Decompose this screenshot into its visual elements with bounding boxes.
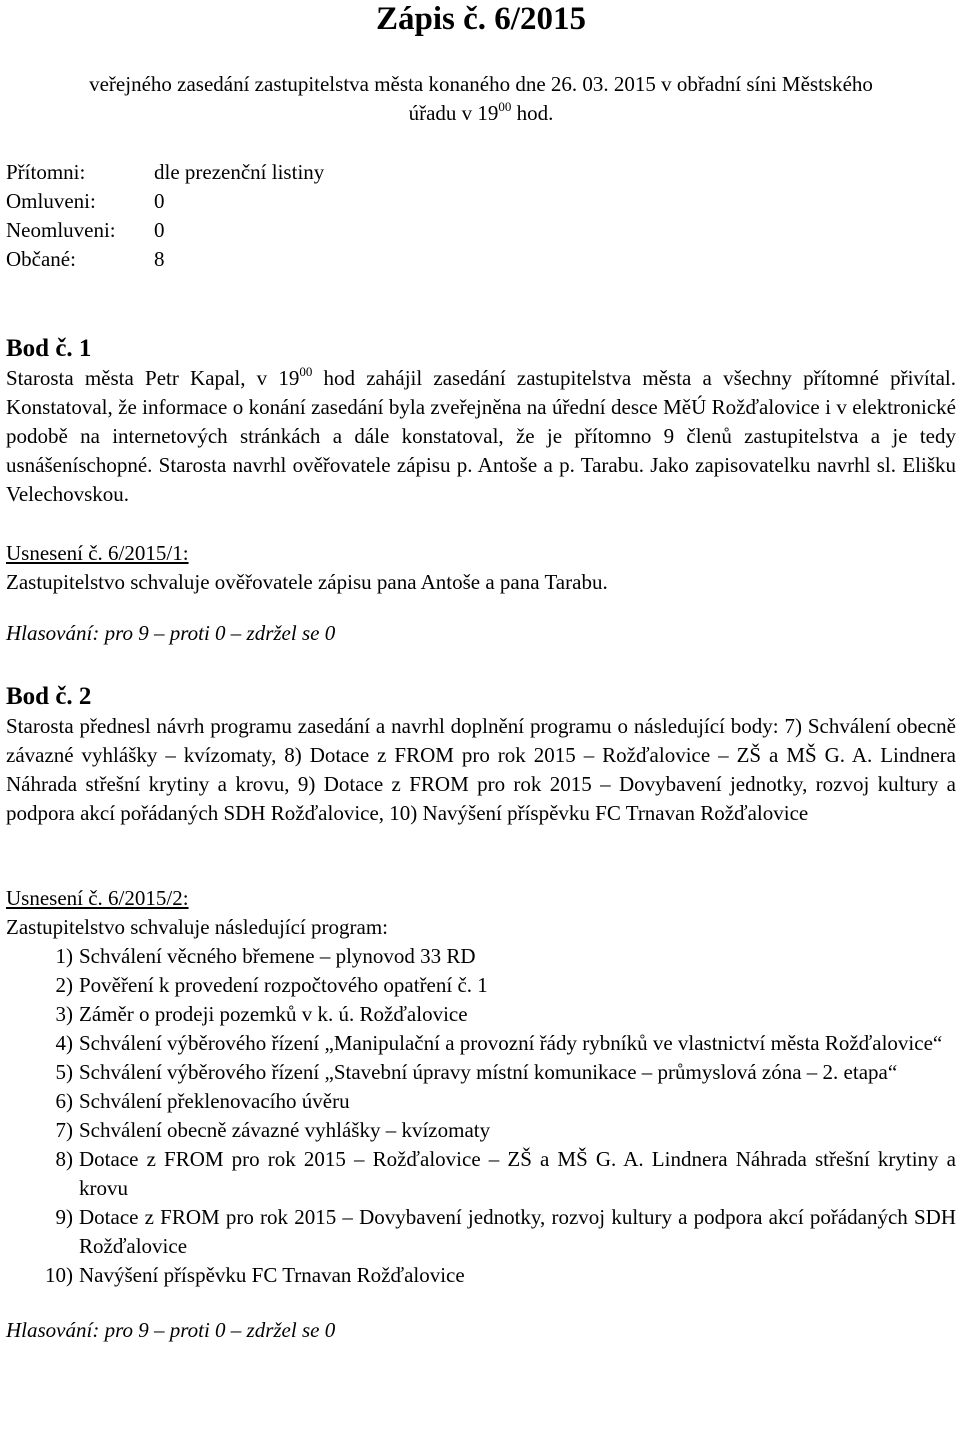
- document-title: Zápis č. 6/2015: [376, 1, 586, 37]
- attendance-label: Neomluveni:: [6, 218, 116, 242]
- program-list: [6, 942, 956, 1290]
- list-item: [6, 1029, 956, 1058]
- list-item-number: 10): [45, 1263, 73, 1287]
- bod-2-heading: Bod č. 2: [6, 683, 92, 710]
- attendance-label: Omluveni:: [6, 189, 96, 213]
- list-item-number: 5): [55, 1060, 73, 1084]
- list-item-number: 2): [55, 973, 73, 997]
- list-item: [6, 1261, 956, 1290]
- document-subtitle: [6, 70, 956, 128]
- usneseni-1-vote: Hlasování: pro 9 – proti 0 – zdržel se 0: [6, 621, 336, 645]
- list-item-number: 4): [55, 1031, 73, 1055]
- bod-2-text: Starosta přednesl návrh programu zasedání a navrhl doplnění programu o následující body: 7) Schválení obecně závazné vyhlášky – kvízomaty, 8) Dotace z FROM pro rok 2015 – Rožďalovice – ZŠ a MŠ G. A. Lindnera Náhrada střešní krytiny a krovu, 9) Dotace z FROM pro rok 2015 – Dovybavení jednotky, rozvoj kultury a podpora akcí pořádaných SDH Rožďalovice, 10) Navýšení příspěvku FC Trnavan Rožďalovice: [6, 714, 956, 825]
- list-item-text: Dotace z FROM pro rok 2015 – Rožďalovice – ZŠ a MŠ G. A. Lindnera Náhrada střešní krytiny a krovu: [79, 1147, 956, 1200]
- attendance-label: Přítomni:: [6, 160, 86, 184]
- bod-1-text-rest: hod zahájil zasedání zastupitelstva města a všechny přítomné přivítal. Konstatoval, že informace o konání zasedání byla zveřejněna na úřední desce MěÚ Rožďalovice i v elektronické podobě na internetových stránkách a dále konstatoval, že je přítomno 9 členů zastupitelstva a je tedy usnášeníschopné. Starosta navrhl ověřovatele zápisu p. Antoše a p. Tarabu. Jako zapisovatelku navrhl sl. Elišku Velechovskou.: [6, 366, 956, 506]
- list-item-number: 7): [55, 1118, 73, 1142]
- list-item-number: 9): [55, 1205, 73, 1229]
- usneseni-2-vote: Hlasování: pro 9 – proti 0 – zdržel se 0: [6, 1318, 336, 1342]
- list-item: [6, 942, 956, 971]
- list-item: [6, 1145, 956, 1203]
- list-item-text: Schválení věcného břemene – plynovod 33 RD: [79, 944, 476, 968]
- attendance-label: Občané:: [6, 247, 76, 271]
- list-item: [6, 971, 956, 1000]
- subtitle-time-sup: 00: [498, 99, 512, 114]
- attendance-value: 8: [154, 247, 165, 271]
- list-item-number: 6): [55, 1089, 73, 1113]
- list-item: [6, 1116, 956, 1145]
- usneseni-1-heading: Usnesení č. 6/2015/1:: [6, 541, 189, 565]
- list-item: [6, 1087, 956, 1116]
- list-item-number: 1): [55, 944, 73, 968]
- usneseni-2: [6, 884, 956, 1345]
- list-item-text: Schválení výběrového řízení „Stavební úpravy místní komunikace – průmyslová zóna – 2. etapa“: [79, 1060, 898, 1084]
- list-item-text: Dotace z FROM pro rok 2015 – Dovybavení jednotky, rozvoj kultury a podpora akcí pořádaných SDH Rožďalovice: [79, 1205, 956, 1258]
- list-item-text: Navýšení příspěvku FC Trnavan Rožďalovice: [79, 1263, 465, 1287]
- bod-1-heading: Bod č. 1: [6, 335, 92, 362]
- usneseni-1: [6, 539, 956, 648]
- subtitle-line-2-end: hod.: [511, 101, 554, 125]
- list-item-text: Pověření k provedení rozpočtového opatření č. 1: [79, 973, 488, 997]
- list-item: [6, 1203, 956, 1261]
- attendance-value: 0: [154, 189, 165, 213]
- usneseni-2-text: Zastupitelstvo schvaluje následující program:: [6, 915, 388, 939]
- list-item: [6, 1058, 956, 1087]
- subtitle-line-2: [6, 99, 956, 128]
- attendance-list: [6, 158, 956, 274]
- list-item-text: Záměr o prodeji pozemků v k. ú. Rožďalovice: [79, 1002, 468, 1026]
- list-item-number: 3): [55, 1002, 73, 1026]
- attendance-row: [6, 216, 956, 245]
- list-item-text: Schválení překlenovacího úvěru: [79, 1089, 350, 1113]
- document-page: [6, 0, 956, 1345]
- attendance-row: [6, 158, 956, 187]
- bod-1-time-sup: 00: [299, 364, 313, 379]
- subtitle-line-1: veřejného zasedání zastupitelstva města konaného dne 26. 03. 2015 v obřadní síni Městského: [89, 72, 873, 96]
- attendance-row: [6, 245, 956, 274]
- attendance-row: [6, 187, 956, 216]
- usneseni-1-text: Zastupitelstvo schvaluje ověřovatele zápisu pana Antoše a pana Tarabu.: [6, 570, 608, 594]
- list-item-text: Schválení obecně závazné vyhlášky – kvízomaty: [79, 1118, 491, 1142]
- list-item: [6, 1000, 956, 1029]
- list-item-text: Schválení výběrového řízení „Manipulační a provozní řády rybníků ve vlastnictví města Rožďalovice“: [79, 1031, 943, 1055]
- bod-1-text: [6, 364, 956, 509]
- list-item-number: 8): [55, 1147, 73, 1171]
- attendance-value: 0: [154, 218, 165, 242]
- usneseni-2-heading: Usnesení č. 6/2015/2:: [6, 886, 189, 910]
- attendance-value: dle prezenční listiny: [154, 160, 325, 184]
- bod-1-text-start: Starosta města Petr Kapal, v 19: [6, 366, 300, 390]
- subtitle-line-2-text: úřadu v 19: [408, 101, 499, 125]
